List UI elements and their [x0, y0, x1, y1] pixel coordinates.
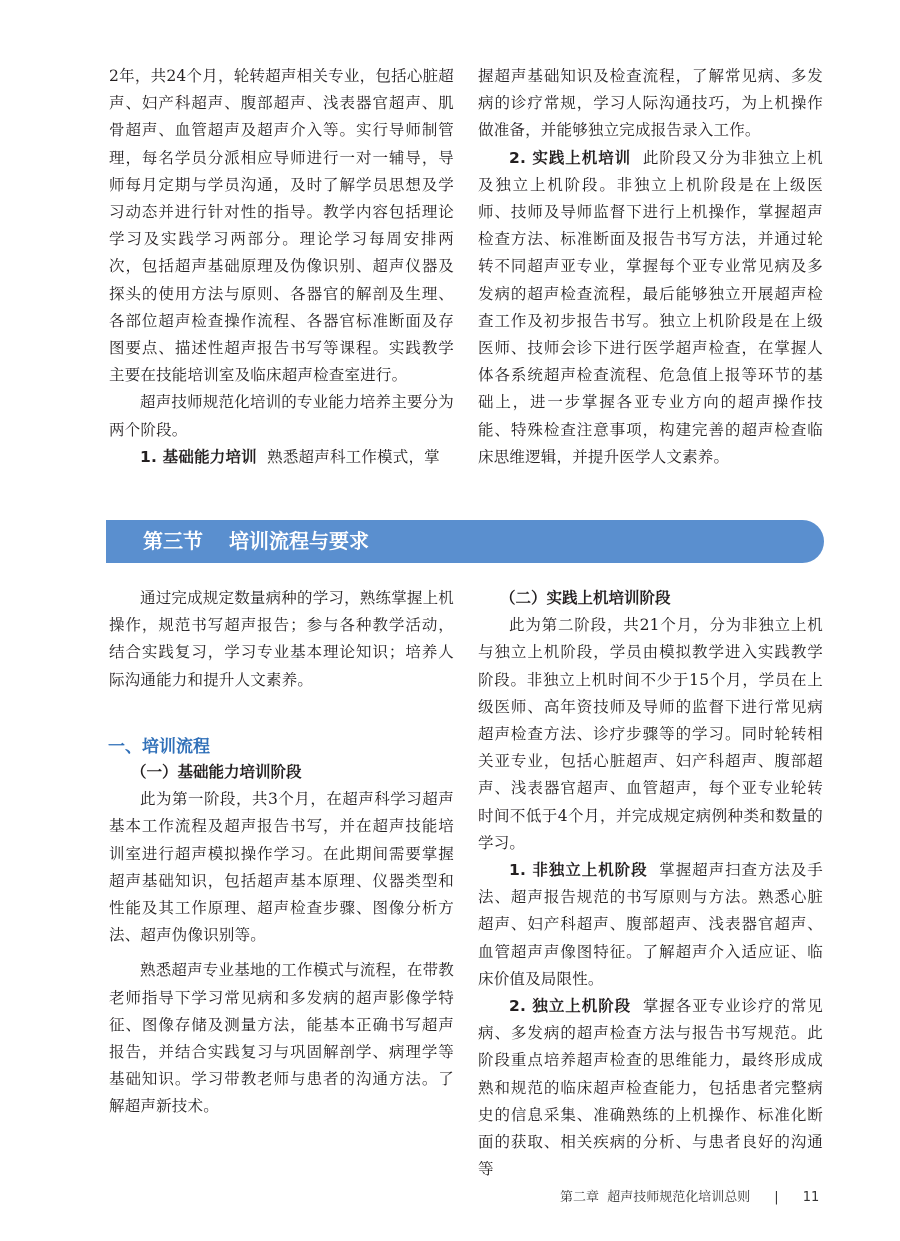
- footer-separator: |: [774, 1190, 779, 1205]
- body-paragraph: 此为第二阶段，共21个月，分为非独立上机与独立上机阶段，学员由模拟教学进入实践教学阶段。非独立上机时间不少于15个月，学员在上级医师、高年资技师及导师的监督下进行常见病超声检查方法、诊疗步骤等的学习。同时轮转相关亚专业，包括心脏超声、妇产科超声、腹部超声、浅表器官超声、血管超声，每个亚专业轮转时间不低于4个月，并完成规定病例种类和数量的学习。: [478, 616, 823, 852]
- bold-lead-in: 1. 基础能力培训: [140, 447, 257, 466]
- body-paragraph: 此为第一阶段，共3个月，在超声科学习超声基本工作流程及超声报告书写，并在超声技能培训室进行超声模拟操作学习。在此期间需要掌握超声基础知识，包括超声基本原理、仪器类型和性能及其工作原理、超声检查步骤、图像分析方法、超声伪像识别等。: [109, 790, 454, 945]
- paragraph-text: 熟悉超声科工作模式，掌: [267, 447, 440, 466]
- paragraph-text: 掌握各亚专业诊疗的常见病、多发病的超声检查方法与报告书写规范。此阶段重点培养超声检查的思维能力，最终形成成熟和规范的临床超声检查能力，包括患者完整病史的信息采集、准确熟练的上机操作、标准化断面的获取、相关疾病的分析、与患者良好的沟通等: [478, 997, 823, 1179]
- chapter-title: 超声技师规范化培训总则: [607, 1190, 751, 1205]
- bottom-right-column: [478, 585, 823, 1183]
- subheading-practice-stage: （二）实践上机培训阶段: [500, 589, 671, 607]
- heading-training-process: 一、培训流程: [108, 737, 210, 757]
- section-number: 第三节: [143, 529, 203, 553]
- bottom-left-column-cont: [109, 759, 454, 1121]
- body-paragraph: 熟悉超声专业基地的工作模式与流程，在带教老师指导下学习常见病和多发病的超声影像学特征、图像存储及测量方法，能基本正确书写超声报告，并结合实践复习与巩固解剖学、病理学等基础知识。学习带教老师与患者的沟通方法。了解超声新技术。: [109, 961, 455, 1116]
- bold-lead-in: 2. 独立上机阶段: [509, 997, 632, 1016]
- body-paragraph: 超声技师规范化培训的专业能力培养主要分为两个阶段。: [109, 393, 455, 439]
- body-paragraph: 握超声基础知识及检查流程，了解常见病、多发病的诊疗常规，学习人际沟通技巧，为上机操作做准备，并能够独立完成报告录入工作。: [478, 67, 823, 140]
- section-banner: [106, 520, 824, 563]
- intro-paragraph: 通过完成规定数量病种的学习，熟练掌握上机操作，规范书写超声报告；参与各种教学活动，结合实践复习，学习专业基本理论知识；培养人际沟通能力和提升人文素养。: [109, 589, 455, 689]
- body-paragraph: [478, 857, 823, 993]
- bold-lead-in: 2. 实践上机培训: [509, 148, 632, 167]
- body-paragraph: 2年，共24个月，轮转超声相关专业，包括心脏超声、妇产科超声、腹部超声、浅表器官超声、肌骨超声、血管超声及超声介入等。实行导师制管理，每名学员分派相应导师进行一对一辅导，导师每月定期与学员沟通，及时了解学员思想及学习动态并进行针对性的指导。教学内容包括理论学习及实践学习两部分。理论学习每周安排两次，包括超声基础原理及伪像识别、超声仪器及探头的使用方法与原则、各器官的解剖及生理、各部位超声检查操作流程、各器官标准断面及存图要点、描述性超声报告书写等课程。实践教学主要在技能培训室及临床超声检查室进行。: [109, 67, 454, 385]
- chapter-number: 第二章: [560, 1190, 600, 1205]
- section-title: 培训流程与要求: [229, 529, 369, 553]
- top-right-column: [478, 63, 823, 471]
- paragraph-text: 此阶段又分为非独立上机及独立上机阶段。非独立上机阶段是在上级医师、技师及导师监督下进行上机操作，掌握超声检查方法、标准断面及报告书写方法，并通过轮转不同超声亚专业，掌握每个亚专业常见病及多发病的超声检查流程，最后能够独立开展超声检查工作及初步报告书写。独立上机阶段是在上级医师、技师会诊下进行医学超声检查，在掌握人体各系统超声检查流程、危急值上报等环节的基础上，进一步掌握各亚专业方向的超声操作技能、特殊检查注意事项，构建完善的超声检查临床思维逻辑，并提升医学人文素养。: [478, 148, 823, 466]
- body-paragraph: [109, 444, 454, 471]
- body-paragraph: [478, 145, 823, 471]
- bottom-left-column: [109, 585, 454, 694]
- page-footer: [560, 1186, 830, 1205]
- subheading-basic-stage: （一）基础能力培训阶段: [131, 763, 302, 781]
- page-number: 11: [802, 1190, 820, 1205]
- body-paragraph: [478, 993, 823, 1183]
- top-left-column: [109, 63, 454, 471]
- paragraph-text: 掌握超声扫查方法及手法、超声报告规范的书写原则与方法。熟悉心脏超声、妇产科超声、腹部超声、浅表器官超声、血管超声声像图特征。了解超声介入适应证、临床价值及局限性。: [478, 861, 823, 988]
- bold-lead-in: 1. 非独立上机阶段: [509, 861, 648, 880]
